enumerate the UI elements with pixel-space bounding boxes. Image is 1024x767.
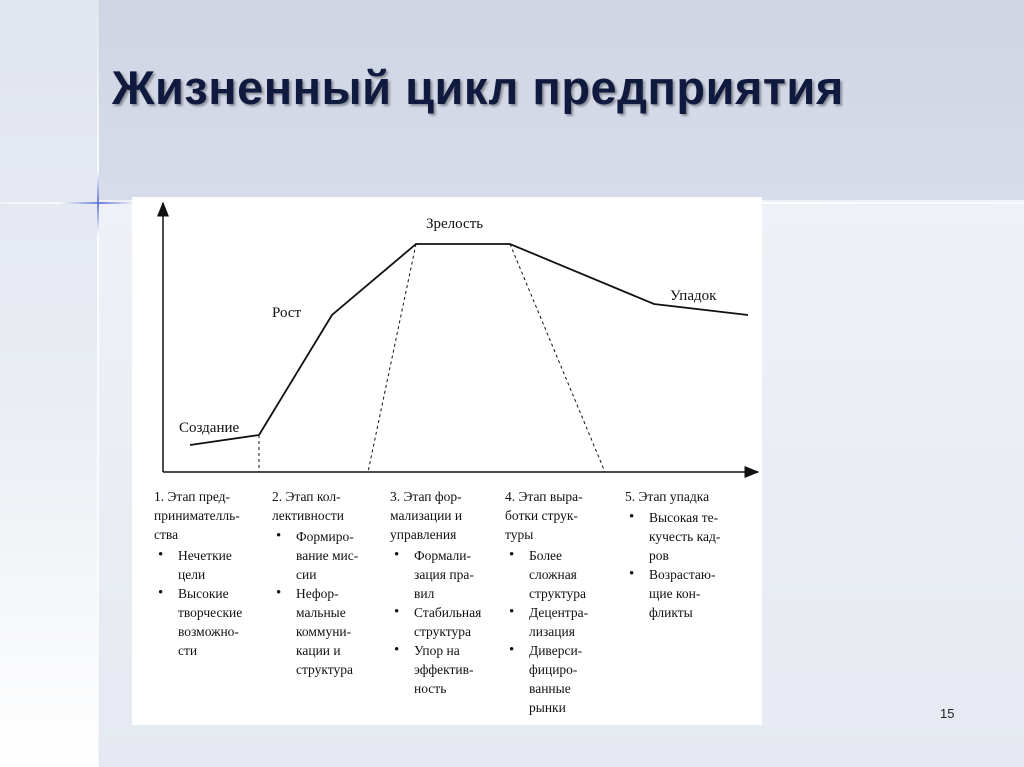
stage-label-growth: Рост xyxy=(272,305,302,321)
heading-line: 2. Этап кол- xyxy=(272,489,341,504)
feature-line: ность xyxy=(414,681,447,696)
stage-column-heading xyxy=(625,487,743,506)
stage-feature-list xyxy=(272,527,390,679)
left-decor-strip xyxy=(0,0,98,767)
feature-line: • Высокая те- xyxy=(649,510,719,525)
feature-line: кации и xyxy=(296,643,341,658)
heading-line: 4. Этап выра- xyxy=(505,489,583,504)
heading-line: 3. Этап фор- xyxy=(390,489,462,504)
stage-feature-item xyxy=(390,641,508,698)
left-divider-line xyxy=(97,0,99,767)
heading-line: принимателль- xyxy=(154,508,240,523)
heading-line: туры xyxy=(505,527,534,542)
feature-line: сии xyxy=(296,567,317,582)
stage-label-creation: Создание xyxy=(179,420,240,436)
heading-line: мализации и xyxy=(390,508,463,523)
stage-feature-item xyxy=(272,527,390,584)
feature-line: • Возрастаю- xyxy=(649,567,716,582)
stage-column-1 xyxy=(154,487,272,660)
stage-label-maturity: Зрелость xyxy=(426,216,484,232)
stage-feature-item xyxy=(625,508,743,565)
stage-feature-item xyxy=(154,584,272,660)
feature-line: вание мис- xyxy=(296,548,359,563)
feature-line: цели xyxy=(178,567,206,582)
feature-line: рынки xyxy=(529,700,566,715)
lifecycle-diagram-panel xyxy=(132,197,762,725)
stage-feature-list xyxy=(505,546,623,717)
lifecycle-curve xyxy=(190,244,748,445)
stage-column-heading xyxy=(505,487,623,544)
heading-line: ботки струк- xyxy=(505,508,578,523)
feature-line: лизация xyxy=(529,624,575,639)
stage-column-heading xyxy=(390,487,508,544)
feature-line: структура xyxy=(529,586,586,601)
feature-line: • Диверси- xyxy=(529,643,583,658)
stage-label-decline: Упадок xyxy=(670,288,717,304)
feature-line: • Формали- xyxy=(414,548,471,563)
heading-line: ства xyxy=(154,527,179,542)
feature-line: • Высокие xyxy=(178,586,229,601)
feature-line: • Нечеткие xyxy=(178,548,232,563)
feature-line: • Формиро- xyxy=(296,529,354,544)
sparkle-decor-vertical xyxy=(97,170,99,236)
stage-feature-item xyxy=(625,565,743,622)
feature-line: структура xyxy=(414,624,471,639)
stage-feature-item xyxy=(154,546,272,584)
feature-line: фициро- xyxy=(529,662,578,677)
sparkle-decor-horizontal xyxy=(60,202,138,204)
feature-line: мальные xyxy=(296,605,346,620)
stage-feature-item xyxy=(272,584,390,679)
feature-line: • Стабильная xyxy=(414,605,482,620)
stage-column-2 xyxy=(272,487,390,679)
stage-feature-item xyxy=(505,641,623,717)
stage-feature-item xyxy=(390,546,508,603)
feature-line: сложная xyxy=(529,567,577,582)
feature-line: • Упор на xyxy=(414,643,460,658)
feature-line: • Нефор- xyxy=(296,586,339,601)
feature-line: структура xyxy=(296,662,353,677)
feature-line: вил xyxy=(414,586,435,601)
feature-line: возможно- xyxy=(178,624,239,639)
stage-column-heading xyxy=(154,487,272,544)
feature-line: коммуни- xyxy=(296,624,352,639)
heading-line: управления xyxy=(390,527,457,542)
feature-line: эффектив- xyxy=(414,662,474,677)
stage-feature-list xyxy=(625,508,743,622)
stage-column-heading xyxy=(272,487,390,525)
stage-column-4 xyxy=(505,487,623,717)
slide-title: Жизненный цикл предприятия xyxy=(112,61,844,114)
feature-line: ров xyxy=(649,548,669,563)
stage-feature-item xyxy=(505,546,623,603)
feature-line: щие кон- xyxy=(649,586,701,601)
page-number: 15 xyxy=(940,706,955,721)
feature-line: зация пра- xyxy=(414,567,474,582)
heading-line: лективности xyxy=(272,508,345,523)
stage-feature-item xyxy=(390,603,508,641)
feature-line: фликты xyxy=(649,605,693,620)
stage-feature-list xyxy=(390,546,508,698)
feature-line: сти xyxy=(178,643,198,658)
stage-feature-item xyxy=(505,603,623,641)
feature-line: • Децентра- xyxy=(529,605,589,620)
stage-column-3 xyxy=(390,487,508,698)
feature-line: творческие xyxy=(178,605,243,620)
heading-line: 1. Этап пред- xyxy=(154,489,231,504)
feature-line: кучесть кад- xyxy=(649,529,721,544)
stage-feature-list xyxy=(154,546,272,660)
feature-line: ванные xyxy=(529,681,571,696)
heading-line: 5. Этап упадка xyxy=(625,489,710,504)
stage-column-5 xyxy=(625,487,743,622)
feature-line: • Более xyxy=(529,548,563,563)
